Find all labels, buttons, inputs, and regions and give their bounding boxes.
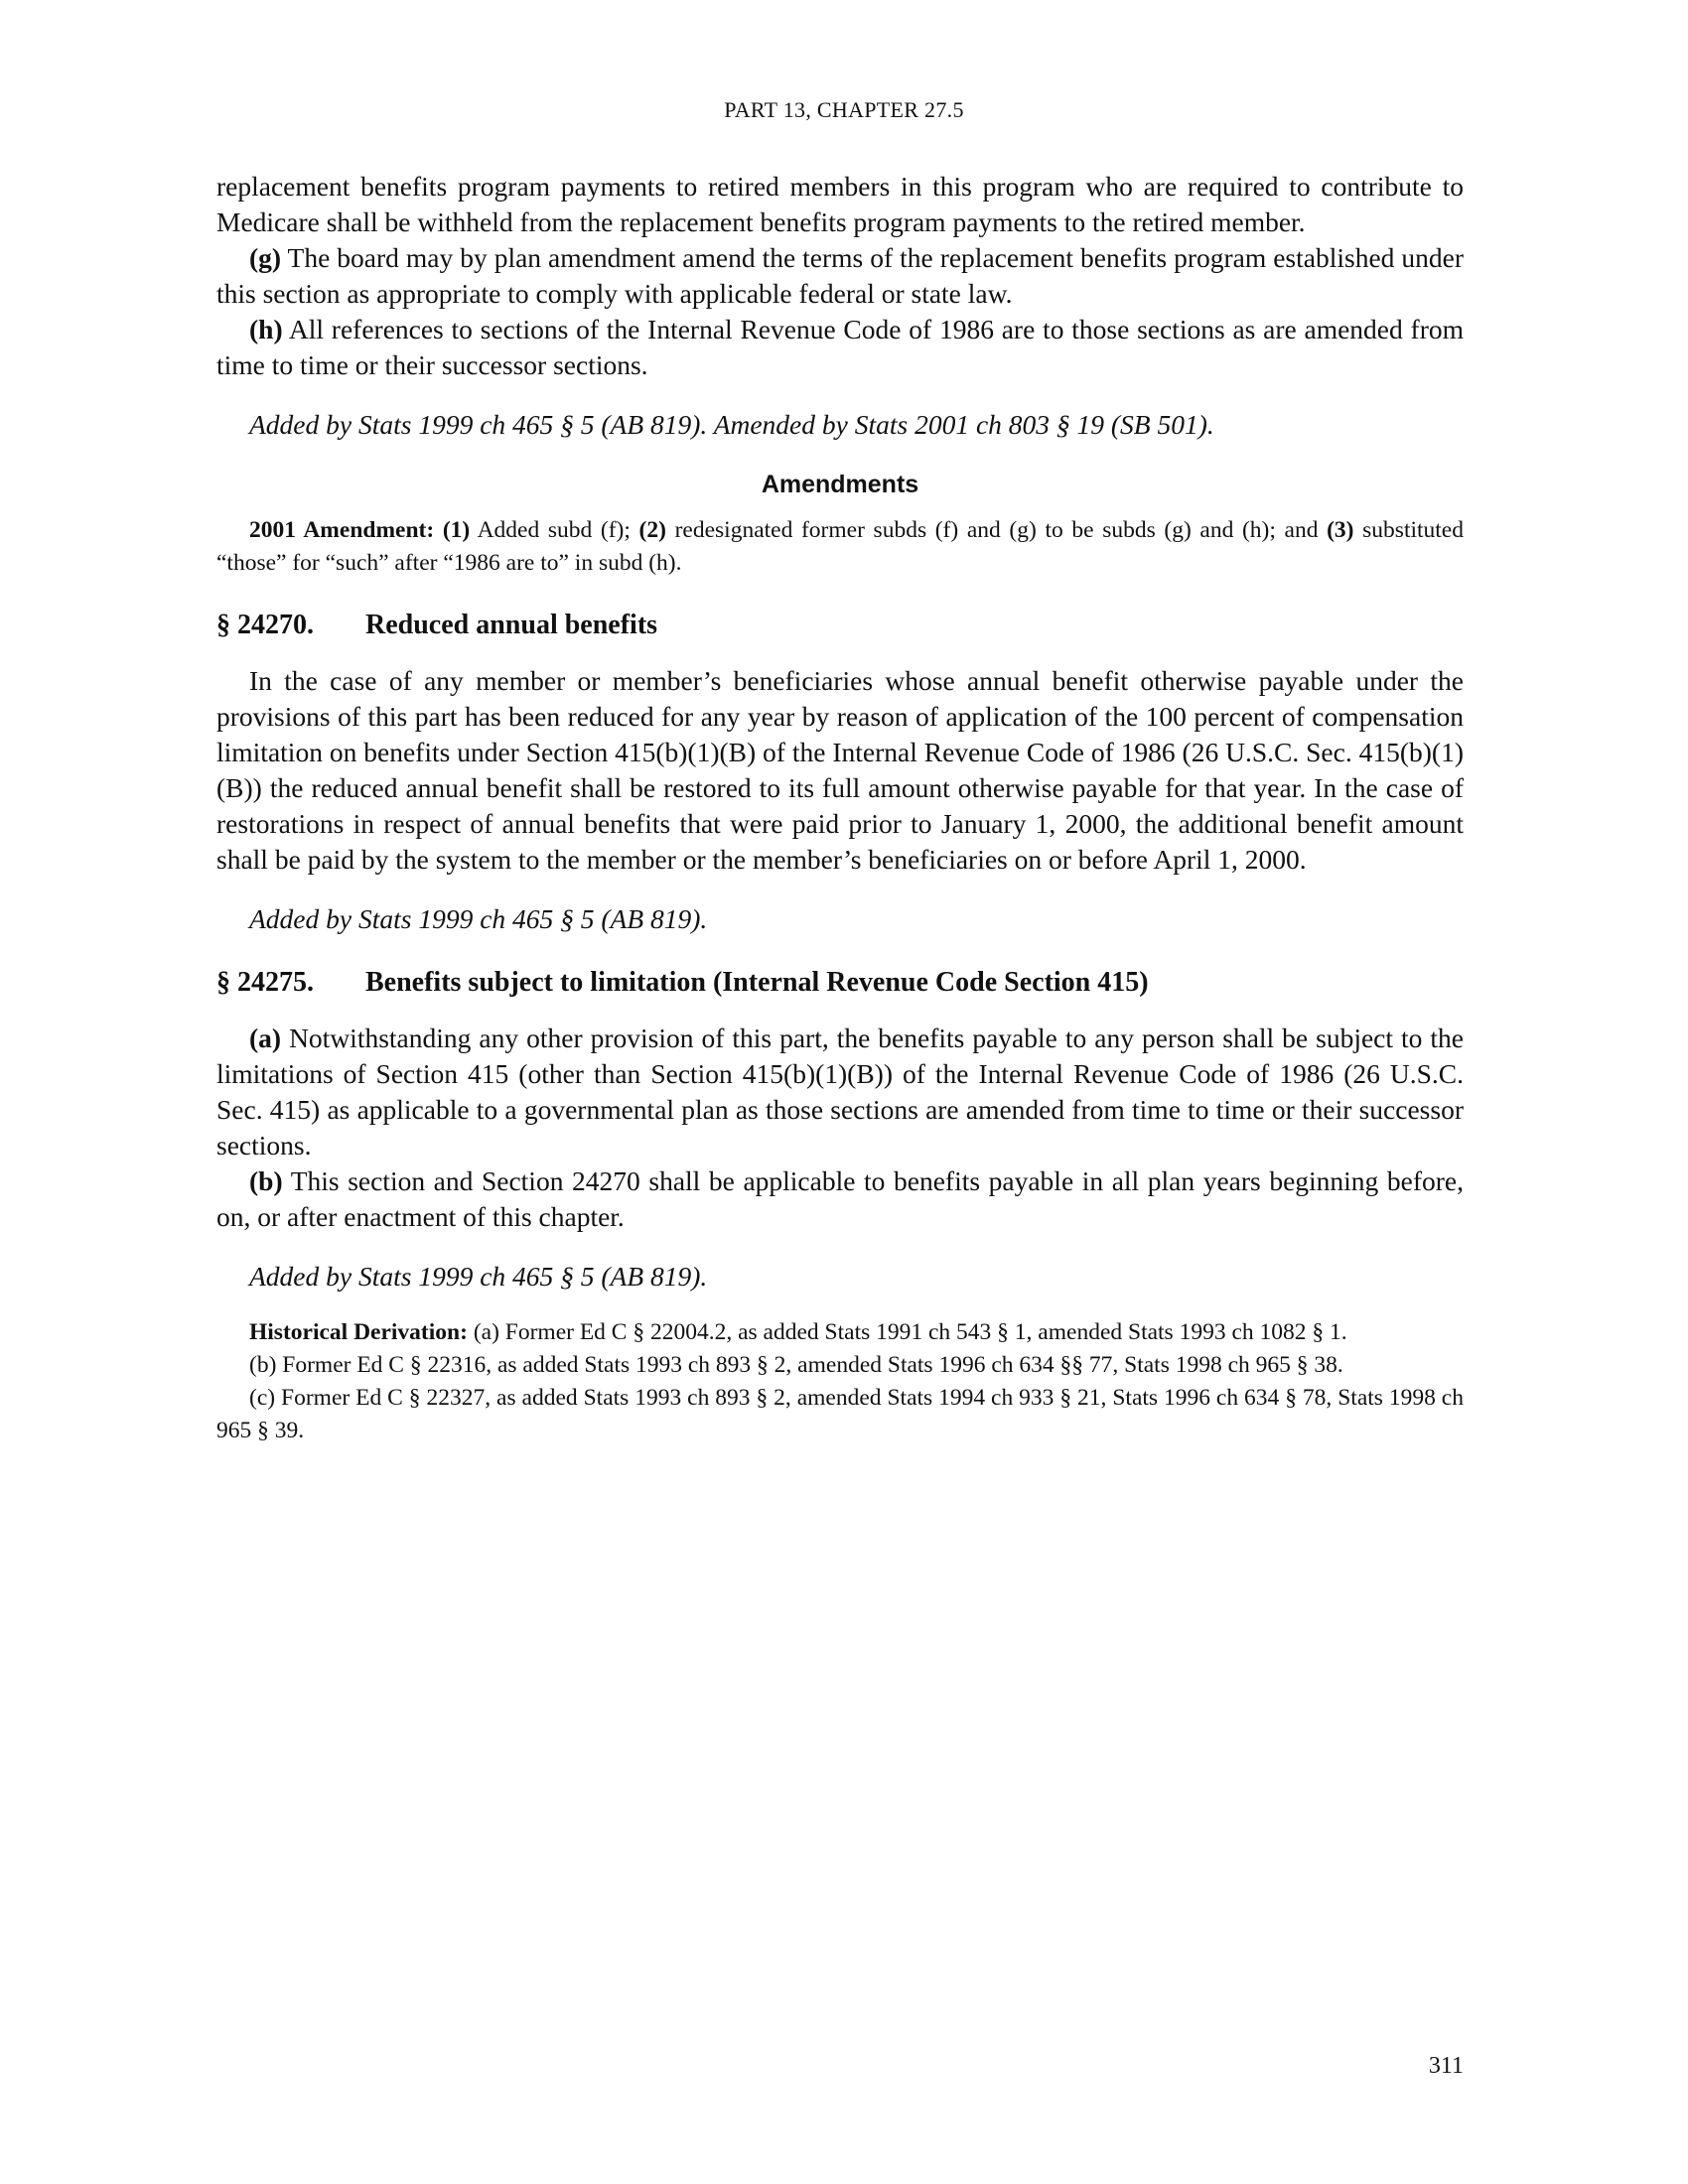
section-24270-text: In the case of any member or member’s beneficiaries whose annual benefit otherwise payable under the provisions of this part has been reduced for any year by reason of application of the 100 percent of compensation limitation on benefits under Section 415(b)(1)(B) of the Internal Revenue Code of 1986 (26 U.S.C. Sec. 415(b)(1)(B)) the reduced annual benefit shall be restored to its full amount otherwise payable for that year. In the case of restorations in respect of annual benefits that were paid prior to January 1, 2000, the additional benefit amount shall be paid by the system to the member or the member’s beneficiaries on or before April 1, 2000.: [216, 665, 1464, 875]
section-24275-paragraph-b: [216, 1163, 1464, 1235]
amendment-item3-label: (3): [1327, 517, 1354, 543]
derivation-item-c: (c) Former Ed C § 22327, as added Stats 1993 ch 893 § 2, amended Stats 1994 ch 933 § 21, Stats 1996 ch 634 § 78, Stats 1998 ch 965 § 39.: [216, 1385, 1464, 1443]
section-number: § 24270.: [216, 610, 314, 640]
page-number: 311: [1428, 2053, 1464, 2079]
derivation-label: Historical Derivation:: [249, 1319, 468, 1345]
section-24270-history: Added by Stats 1999 ch 465 § 5 (AB 819).: [249, 903, 708, 934]
paragraph-a-text: Notwithstanding any other provision of this part, the benefits payable to any person shall be subject to the limitations of Section 415 (other than Section 415(b)(1)(B)) of the Internal Revenue Code of 1986 (26 U.S.C. Sec. 415) as applicable to a governmental plan as those sections are amended from time to time or their successor sections.: [216, 1023, 1464, 1160]
history-note: Added by Stats 1999 ch 465 § 5 (AB 819). Amended by Stats 2001 ch 803 § 19 (SB 501).: [249, 409, 1214, 440]
section-24270-heading: [216, 608, 1464, 643]
paragraph-h: [216, 312, 1464, 383]
derivation-item-a: [216, 1316, 1464, 1349]
section-title: Reduced annual benefits: [365, 610, 658, 640]
amendment-item3-text: substituted “those” for “such” after “1986 are to” in subd (h).: [216, 517, 1464, 576]
paragraph-b-text: This section and Section 24270 shall be applicable to benefits payable in all plan years beginning before, on, or after enactment of this chapter.: [216, 1165, 1464, 1232]
paragraph-g-label: (g): [249, 242, 282, 273]
paragraph-g: [216, 240, 1464, 312]
running-head: PART 13, CHAPTER 27.5: [724, 97, 964, 122]
amendment-item1-text: Added subd (f);: [470, 517, 639, 543]
amendment-note: [216, 514, 1464, 580]
derivation-item-b: (b) Former Ed C § 22316, as added Stats 1993 ch 893 § 2, amended Stats 1996 ch 634 §§ 77, Stats 1998 ch 965 § 38.: [249, 1352, 1343, 1378]
amendment-item2-label: (2): [638, 517, 666, 543]
historical-derivation: [216, 1316, 1464, 1447]
paragraph-h-label: (h): [249, 314, 283, 344]
amendment-item2-text: redesignated former subds (f) and (g) to be subds (g) and (h); and: [665, 517, 1328, 543]
amendments-heading: Amendments: [761, 471, 919, 498]
paragraph-h-text: All references to sections of the Internal Revenue Code of 1986 are to those sections as are amended from time to time or their successor sections.: [216, 314, 1464, 380]
section-number: § 24275.: [216, 967, 314, 998]
paragraph-f-continuation: replacement benefits program payments to retired members in this program who are required to contribute to Medicare shall be withheld from the replacement benefits program payments to the retired member.: [216, 171, 1464, 237]
section-24275-paragraph-a: [216, 1021, 1464, 1163]
section-title: Benefits subject to limitation (Internal Revenue Code Section 415): [365, 967, 1149, 998]
derivation-item-a-text: (a) Former Ed C § 22004.2, as added Stats 1991 ch 543 § 1, amended Stats 1993 ch 1082 § 1.: [467, 1319, 1347, 1345]
section-24275-heading: [216, 965, 1464, 1001]
paragraph-a-label: (a): [249, 1023, 282, 1053]
paragraph-b-label: (b): [249, 1165, 283, 1196]
amendment-label: 2001 Amendment:: [249, 517, 435, 543]
page-body: [216, 169, 1464, 1447]
section-24275-history: Added by Stats 1999 ch 465 § 5 (AB 819).: [249, 1261, 708, 1292]
amendment-item1-label: (1): [442, 517, 471, 543]
paragraph-g-text: The board may by plan amendment amend the terms of the replacement benefits program established under this section as appropriate to comply with applicable federal or state law.: [216, 242, 1464, 309]
